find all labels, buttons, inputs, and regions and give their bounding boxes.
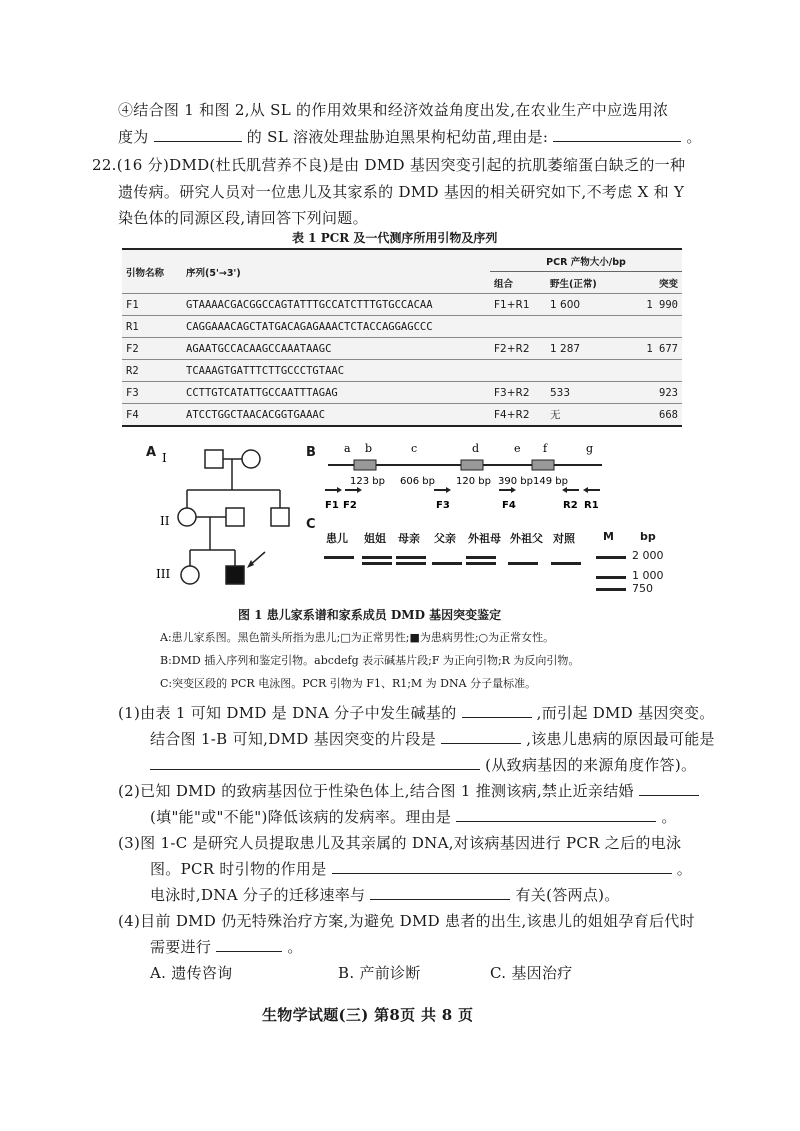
- segment-label-g: g: [586, 442, 594, 455]
- page-footer: 生物学试题(三) 第8页 共 8 页: [262, 1006, 474, 1024]
- figure-note-c: C:突变区段的 PCR 电泳图。PCR 引物为 F1、R1;M 为 DNA 分子量标准。: [160, 677, 537, 690]
- q21-line-2: [118, 126, 702, 147]
- gel-band-patient: [324, 556, 354, 559]
- cell-combo: F4+R2: [490, 404, 546, 427]
- marker-band-1000: [596, 576, 626, 579]
- segment-b-box: [354, 460, 376, 470]
- segment-label-f: f: [543, 442, 548, 455]
- bp-unit-label: bp: [640, 530, 656, 543]
- cell-combo: F1+R1: [490, 294, 546, 316]
- cell-seq: AGAATGCCACAAGCCAAATAAGC: [182, 338, 490, 360]
- q21-line2-end: 。: [686, 128, 702, 146]
- cell-name: F1: [122, 294, 182, 316]
- answer-blank-q2-can[interactable]: [639, 781, 699, 796]
- segment-label-d: d: [472, 442, 480, 455]
- gen-2-label: II: [160, 514, 170, 528]
- q4-line-2: [150, 936, 303, 957]
- primer-label-f4: F4: [502, 500, 516, 511]
- col-seq-header: 序列(5'→3'): [186, 267, 241, 279]
- gen1-male: [205, 450, 223, 468]
- cell-name: F3: [122, 382, 182, 404]
- figure-note-a: A:患儿家系图。黑色箭头所指为患儿;□为正常男性;■为患病男性;○为正常女性。: [160, 631, 555, 644]
- gen2-male: [226, 508, 244, 526]
- q2-text-b: (填"能"或"不能")降低该病的发病率。理由是: [150, 808, 452, 826]
- table-row: [122, 316, 682, 338]
- q21-line-1: ④结合图 1 和图 2,从 SL 的作用效果和经济效益角度出发,在农业生产中应选用浓: [118, 101, 669, 119]
- answer-blank-q1-segment[interactable]: [441, 729, 521, 744]
- q2-line-2: [150, 806, 677, 827]
- cell-mut: 923: [624, 382, 682, 404]
- col-mut-header: 突变: [658, 278, 678, 290]
- gen3-patient: [226, 566, 244, 584]
- cell-name: F4: [122, 404, 182, 427]
- q3-text-b: 图。PCR 时引物的作用是: [150, 860, 327, 878]
- cell-wild: [546, 316, 624, 338]
- q3-line-3: [150, 884, 620, 905]
- q3-text-d: 有关(答两点)。: [515, 886, 620, 904]
- panel-a-label: A: [146, 445, 157, 460]
- q3-text-end: 。: [676, 860, 693, 878]
- segment-f-box: [532, 460, 554, 470]
- cell-wild: 1 287: [546, 338, 624, 360]
- q3-line-2: [150, 858, 692, 879]
- pedigree-chart: [150, 440, 300, 600]
- gen-3-label: III: [156, 567, 171, 581]
- q1-line-2: [150, 728, 715, 749]
- segment-label-a: a: [344, 442, 351, 455]
- q21-line2-b: 的 SL 溶液处理盐胁迫黑果枸杞幼苗,理由是:: [246, 128, 549, 146]
- cell-seq: GTAAAACGACGGCCAGTATTTGCCATCTTTGTGCCACAA: [182, 294, 490, 316]
- cell-mut: [624, 360, 682, 382]
- cell-wild: 533: [546, 382, 624, 404]
- gel-lane-label: 姐姐: [364, 532, 386, 545]
- cell-mut: [624, 316, 682, 338]
- answer-blank-q1-cause[interactable]: [150, 755, 480, 770]
- gel-band-sister-upper: [362, 556, 392, 559]
- gel-band-lane-3: [396, 562, 426, 565]
- gene-map: [320, 440, 610, 520]
- cell-mut: 668: [624, 404, 682, 427]
- q2-text-end: 。: [661, 808, 677, 826]
- q4-text-b: 需要进行: [150, 938, 212, 956]
- gel-lane-label: 父亲: [434, 532, 456, 545]
- cell-wild: [546, 360, 624, 382]
- segment-size-label: 120 bp: [456, 476, 491, 487]
- gel-band-lane-4: [432, 562, 462, 565]
- q3-text-c: 电泳时,DNA 分子的迁移速率与: [150, 886, 366, 904]
- segment-d-box: [461, 460, 483, 470]
- primer-label-f3: F3: [436, 500, 450, 511]
- answer-blank-q3-primer[interactable]: [332, 859, 672, 874]
- q4-line-1: (4)目前 DMD 仍无特殊治疗方案,为避免 DMD 患者的出生,该患儿的姐姐孕育后代时: [118, 912, 695, 930]
- cell-seq: CCTTGTCATATTGCCAATTTAGAG: [182, 382, 490, 404]
- col-wild-header: 野生(正常): [550, 278, 597, 290]
- q1-text-b: ,而引起 DMD 基因突变。: [536, 704, 715, 722]
- gel-lane-label: 外祖父: [510, 532, 543, 545]
- pcr-table: [122, 248, 682, 427]
- figure-caption: 图 1 患儿家系谱和家系成员 DMD 基因突变鉴定: [238, 608, 502, 622]
- gel-band-mother-upper: [396, 556, 426, 559]
- gel-band-lane-2: [362, 562, 392, 565]
- primer-label-r1: R1: [584, 500, 599, 511]
- q1-line-1: [118, 702, 715, 723]
- table-caption: 表 1 PCR 及一代测序所用引物及序列: [292, 231, 498, 245]
- segment-size-label: 123 bp: [350, 476, 385, 487]
- q1-text-c: 结合图 1-B 可知,DMD 基因突变的片段是: [150, 730, 437, 748]
- q4-text-end: 。: [287, 938, 303, 956]
- gel-band-lane-6: [508, 562, 538, 565]
- cell-combo: F3+R2: [490, 382, 546, 404]
- q4-option-c[interactable]: C. 基因治疗: [490, 964, 573, 982]
- cell-wild: 1 600: [546, 294, 624, 316]
- gen2-male-uncle: [271, 508, 289, 526]
- q21-line2-a: 度为: [118, 128, 149, 146]
- primer-label-f2: F2: [343, 500, 357, 511]
- cell-name: R2: [122, 360, 182, 382]
- panel-b-label: B: [306, 445, 316, 460]
- q1-text-d: ,该患儿患病的原因最可能是: [526, 730, 715, 748]
- q2-text-a: (2)已知 DMD 的致病基因位于性染色体上,结合图 1 推测该病,禁止近亲结婚: [118, 782, 634, 800]
- answer-blank-q4[interactable]: [216, 937, 282, 952]
- gel-band-lane-5: [466, 562, 496, 565]
- cell-combo: [490, 316, 546, 338]
- marker-size-label: 750: [632, 582, 653, 595]
- gel-lane-label: 患儿: [326, 532, 348, 545]
- q1-text-e: (从致病基因的来源角度作答)。: [485, 756, 697, 774]
- gel-lane-label: 母亲: [398, 532, 420, 545]
- gel-band-grandmother-upper: [466, 556, 496, 559]
- answer-blank-concentration[interactable]: [154, 127, 242, 142]
- gel-lane-label: 外祖母: [468, 532, 501, 545]
- gen3-sister: [181, 566, 199, 584]
- col-primer-header: 引物名称: [126, 267, 165, 279]
- table-row: [122, 382, 682, 404]
- table-row: [122, 360, 682, 382]
- q22-line-3: 染色体的同源区段,请回答下列问题。: [118, 209, 368, 227]
- marker-band-2000: [596, 556, 626, 559]
- table-row: [122, 294, 682, 316]
- cell-name: R1: [122, 316, 182, 338]
- gen-1-label: I: [162, 451, 167, 465]
- cell-combo: F2+R2: [490, 338, 546, 360]
- q3-line-1: (3)图 1-C 是研究人员提取患儿及其亲属的 DNA,对该病基因进行 PCR 之后的电泳: [118, 834, 682, 852]
- panel-c-label: C: [306, 517, 316, 532]
- q22-line-2: 遗传病。研究人员对一位患儿及其家系的 DMD 基因的相关研究如下,不考虑 X 和 Y: [118, 183, 685, 201]
- segment-size-label: 149 bp: [533, 476, 568, 487]
- cell-wild: 无: [546, 404, 624, 427]
- cell-seq: CAGGAAACAGCTATGACAGAGAAACTCTACCAGGAGCCC: [182, 316, 490, 338]
- cell-seq: ATCCTGGCTAACACGGTGAAAC: [182, 404, 490, 427]
- table-row: [122, 404, 682, 427]
- gel-lane-label: M: [603, 530, 614, 543]
- q1-line-3: [150, 754, 696, 775]
- segment-label-c: c: [411, 442, 418, 455]
- cell-mut: 1 990: [624, 294, 682, 316]
- cell-combo: [490, 360, 546, 382]
- q2-line-1: [118, 780, 699, 801]
- col-combo-header: 组合: [494, 278, 514, 290]
- segment-label-b: b: [365, 442, 373, 455]
- table-row: [122, 338, 682, 360]
- gen1-female: [242, 450, 260, 468]
- marker-band-750: [596, 588, 626, 591]
- q22-line-1: 22.(16 分)DMD(杜氏肌营养不良)是由 DMD 基因突变引起的抗肌萎缩蛋白缺乏的一种: [92, 156, 686, 174]
- figure-note-b: B:DMD 插入序列和鉴定引物。abcdefg 表示碱基片段;F 为正向引物;R 为反向引物。: [160, 654, 580, 667]
- answer-blank-reason[interactable]: [553, 127, 681, 142]
- q4-option-b[interactable]: B. 产前诊断: [338, 964, 421, 982]
- marker-size-label: 1 000: [632, 569, 664, 582]
- segment-size-label: 606 bp: [400, 476, 435, 487]
- segment-label-e: e: [514, 442, 521, 455]
- q4-option-a[interactable]: A. 遗传咨询: [150, 964, 233, 982]
- cell-mut: 1 677: [624, 338, 682, 360]
- gen2-female: [178, 508, 196, 526]
- primer-label-f1: F1: [325, 500, 339, 511]
- q1-text-a: (1)由表 1 可知 DMD 是 DNA 分子中发生碱基的: [118, 704, 457, 722]
- answer-blank-q2-reason[interactable]: [456, 807, 656, 822]
- gel-lane-label: 对照: [553, 532, 575, 545]
- gel-band-lane-7: [551, 562, 581, 565]
- col-product-header: PCR 产物大小/bp: [490, 249, 682, 272]
- cell-name: F2: [122, 338, 182, 360]
- marker-size-label: 2 000: [632, 549, 664, 562]
- primer-label-r2: R2: [563, 500, 578, 511]
- cell-seq: TCAAAGTGATTTCTTGCCCTGTAAC: [182, 360, 490, 382]
- answer-blank-q3-rate[interactable]: [370, 885, 510, 900]
- answer-blank-q1-base[interactable]: [462, 703, 532, 718]
- segment-size-label: 390 bp: [498, 476, 533, 487]
